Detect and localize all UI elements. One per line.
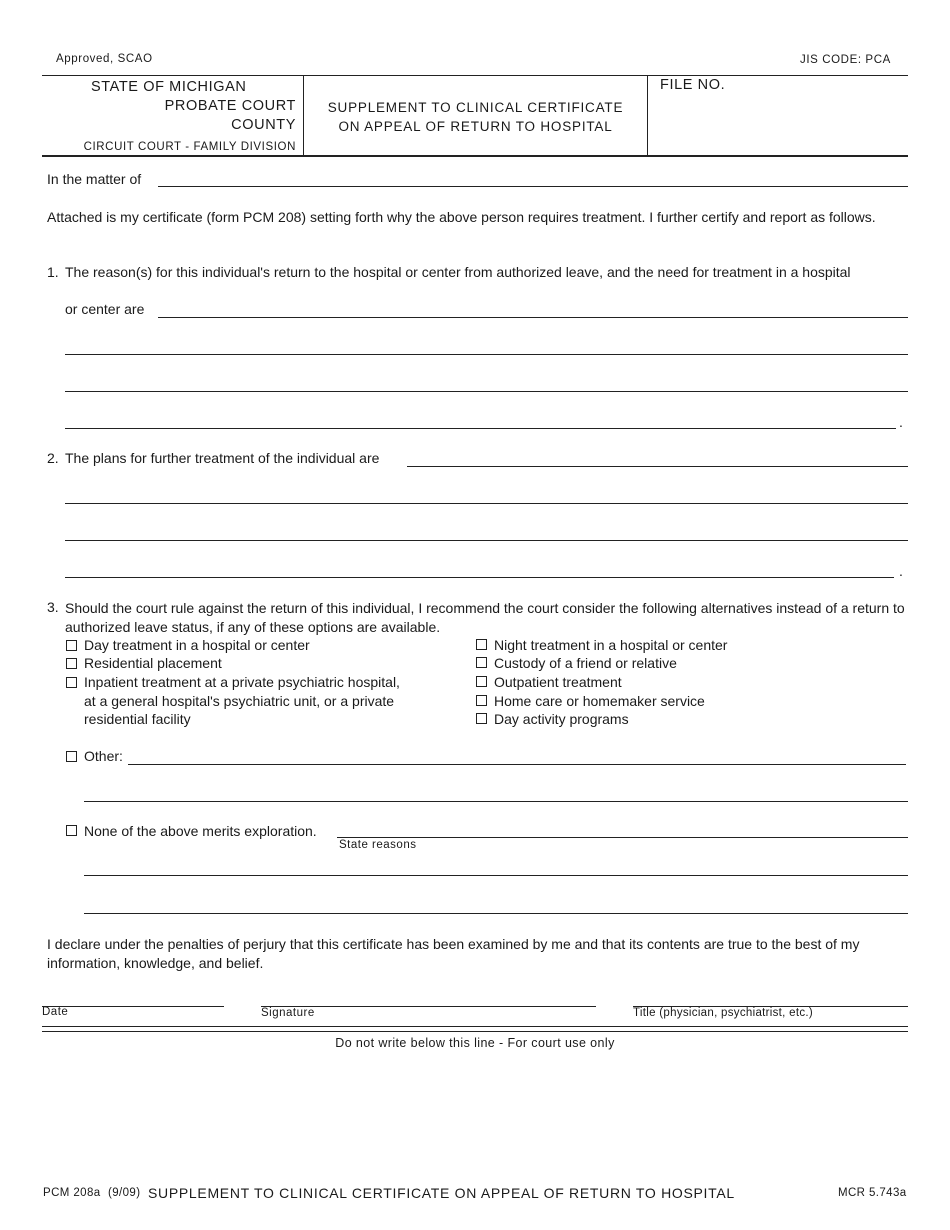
item1-field-line2[interactable] xyxy=(65,354,908,355)
checkbox-night-treatment[interactable] xyxy=(476,639,487,650)
item3-text: Should the court rule against the return of this individual, I recommend the court consider the following alternatives instead of a return to authorized leave status, if any of these options are available. xyxy=(65,600,905,635)
option-home-care: Home care or homemaker service xyxy=(494,693,705,709)
footer-revision: (9/09) xyxy=(108,1187,141,1199)
option-outpatient: Outpatient treatment xyxy=(494,674,622,690)
header-top-rule xyxy=(42,75,908,76)
item2-period: . xyxy=(899,563,903,579)
none-field-line3[interactable] xyxy=(84,913,908,914)
option-custody: Custody of a friend or relative xyxy=(494,655,677,671)
checkbox-day-treatment[interactable] xyxy=(66,640,77,651)
footer-rule: MCR 5.743a xyxy=(838,1187,907,1199)
other-label: Other: xyxy=(84,748,123,764)
court-use-rule-1 xyxy=(42,1026,908,1027)
signature-caption: Signature xyxy=(261,1007,315,1019)
item2-field-line4[interactable] xyxy=(65,577,894,578)
item1-period: . xyxy=(899,414,903,430)
court-state: STATE OF MICHIGAN xyxy=(91,79,247,95)
option-inpatient-line1: Inpatient treatment at a private psychiatric hospital, xyxy=(84,674,400,690)
declaration-text: I declare under the penalties of perjury that this certificate has been examined by me and that its contents are true to the best of my information, knowledge, and belief. xyxy=(47,936,860,971)
item1-field-line3[interactable] xyxy=(65,391,908,392)
form-title-line1: SUPPLEMENT TO CLINICAL CERTIFICATE xyxy=(327,100,624,115)
item2-field-line1[interactable] xyxy=(407,466,908,467)
approved-label: Approved, SCAO xyxy=(56,53,153,65)
none-label: None of the above merits exploration. xyxy=(84,823,317,839)
intro-text: Attached is my certificate (form PCM 208) setting forth why the above person requires treatment. I further certify and report as follows. xyxy=(47,209,876,225)
option-day-treatment: Day treatment in a hospital or center xyxy=(84,637,310,653)
option-night-treatment: Night treatment in a hospital or center xyxy=(494,637,728,653)
item2-number: 2. xyxy=(47,450,59,466)
checkbox-none[interactable] xyxy=(66,825,77,836)
header-bottom-rule xyxy=(42,155,908,157)
state-reasons-caption: State reasons xyxy=(339,839,417,851)
checkbox-outpatient[interactable] xyxy=(476,676,487,687)
option-residential-placement: Residential placement xyxy=(84,655,222,671)
court-use-rule-2 xyxy=(42,1031,908,1032)
item2-field-line3[interactable] xyxy=(65,540,908,541)
matter-label: In the matter of xyxy=(47,171,142,187)
item1-number: 1. xyxy=(47,264,59,280)
none-field-line2[interactable] xyxy=(84,875,908,876)
court-division: CIRCUIT COURT - FAMILY DIVISION xyxy=(83,141,296,153)
header-divider-2 xyxy=(647,75,648,156)
footer-form-title: SUPPLEMENT TO CLINICAL CERTIFICATE ON APPEAL OF RETURN TO HOSPITAL xyxy=(148,1185,735,1201)
item3-number: 3. xyxy=(47,599,59,615)
checkbox-inpatient-treatment[interactable] xyxy=(66,677,77,688)
court-county: COUNTY xyxy=(231,117,296,133)
checkbox-residential-placement[interactable] xyxy=(66,658,77,669)
jis-code: JIS CODE: PCA xyxy=(800,54,891,66)
file-no-label: FILE NO. xyxy=(660,77,726,93)
footer-form-id: PCM 208a xyxy=(43,1187,101,1199)
none-field-line1[interactable] xyxy=(337,837,908,838)
item2-text: The plans for further treatment of the individual are xyxy=(65,450,380,466)
checkbox-custody[interactable] xyxy=(476,657,487,668)
option-inpatient-line2: at a general hospital's psychiatric unit, or a private xyxy=(84,693,395,709)
option-inpatient-line3: residential facility xyxy=(84,711,191,727)
item1-text: The reason(s) for this individual's return to the hospital or center from authorized leave, and the need for treatment in a hospital xyxy=(65,264,851,280)
other-field-line1[interactable] xyxy=(128,764,906,765)
option-day-activity: Day activity programs xyxy=(494,711,629,727)
court-probate: PROBATE COURT xyxy=(164,98,296,114)
date-caption: Date xyxy=(42,1006,69,1018)
matter-field[interactable] xyxy=(158,186,908,187)
checkbox-home-care[interactable] xyxy=(476,695,487,706)
title-caption: Title (physician, psychiatrist, etc.) xyxy=(633,1007,814,1019)
checkbox-other[interactable] xyxy=(66,751,77,762)
item1-field-line4[interactable] xyxy=(65,428,896,429)
checkbox-day-activity[interactable] xyxy=(476,713,487,724)
court-block xyxy=(60,78,296,155)
date-field[interactable] xyxy=(42,1006,224,1007)
form-title-block xyxy=(304,98,647,136)
item1-cont: or center are xyxy=(65,301,145,317)
court-use-note: Do not write below this line - For court use only xyxy=(335,1036,615,1050)
item1-field-line1[interactable] xyxy=(158,317,908,318)
item2-field-line2[interactable] xyxy=(65,503,908,504)
form-title-line2: ON APPEAL OF RETURN TO HOSPITAL xyxy=(338,119,613,134)
other-field-line2[interactable] xyxy=(84,801,908,802)
